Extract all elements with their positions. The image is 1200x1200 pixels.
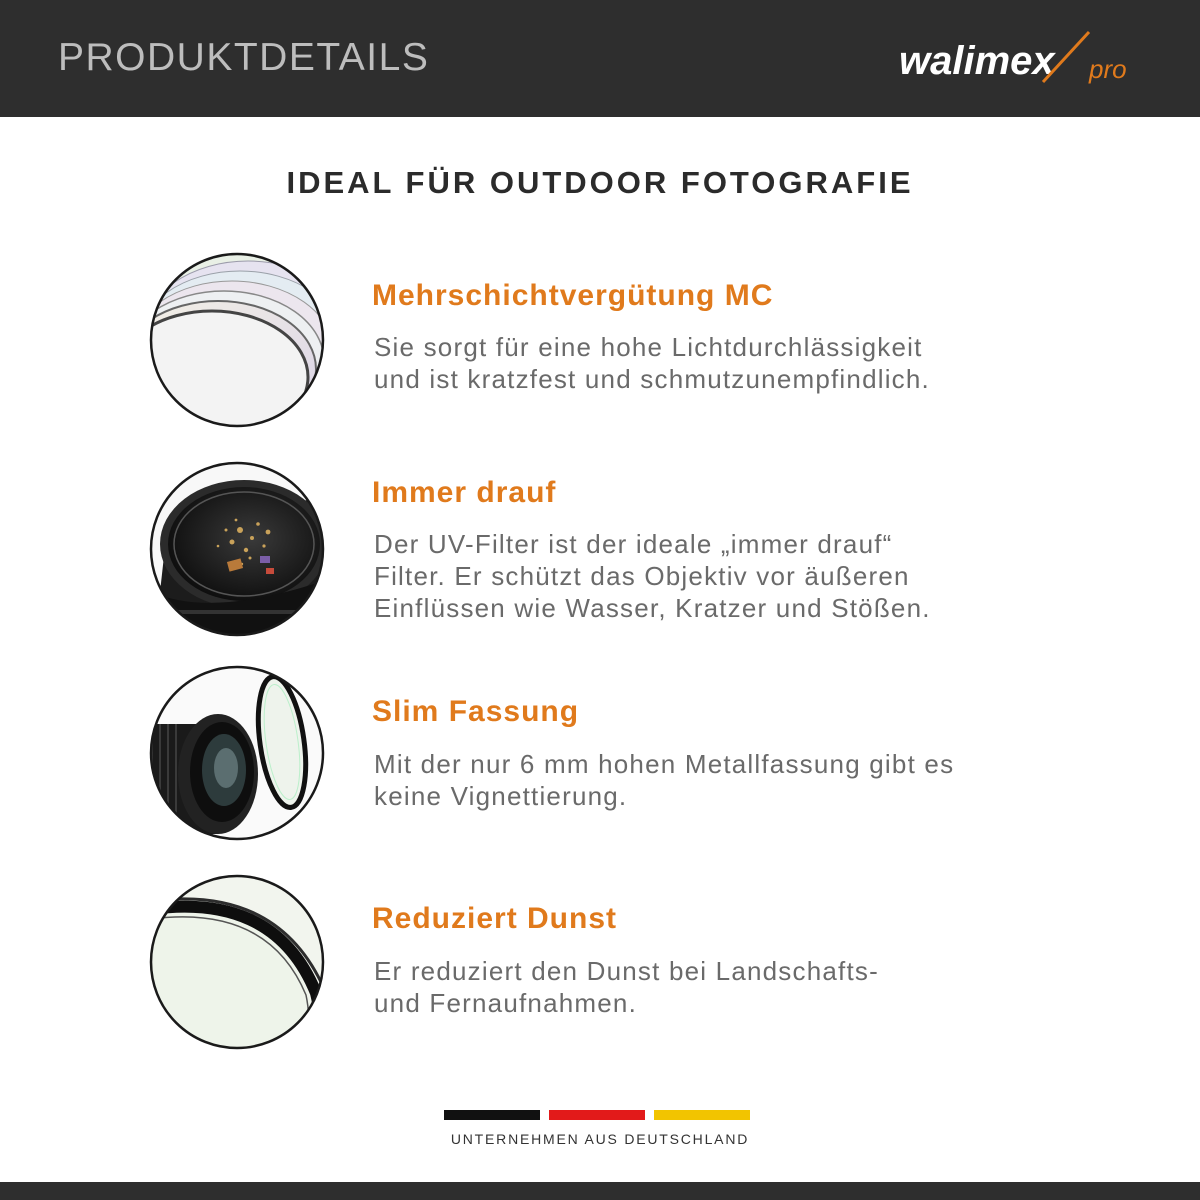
- feature-description-line: Er reduziert den Dunst bei Landschafts-: [374, 956, 879, 986]
- feature-description-line: Sie sorgt für eine hohe Lichtdurchlässigkeit: [374, 332, 923, 362]
- flag-stripe-red: [549, 1110, 645, 1120]
- feature-description-line: Filter. Er schützt das Objektiv vor äußeren: [374, 561, 910, 591]
- feature-description-line: Einflüssen wie Wasser, Kratzer und Stößen.: [374, 593, 931, 623]
- feature-description-line: keine Vignettierung.: [374, 781, 628, 811]
- flag-stripe-gold: [654, 1110, 750, 1120]
- feature-description-line: und Fernaufnahmen.: [374, 988, 637, 1018]
- lens-with-slim-filter-icon: [148, 664, 326, 842]
- multicoated-glass-layers-icon: [148, 251, 326, 429]
- feature-description-line: Mit der nur 6 mm hohen Metallfassung gibt es: [374, 749, 955, 779]
- dusty-lens-filter-icon: [148, 460, 326, 638]
- headline: IDEAL FÜR OUTDOOR FOTOGRAFIE: [286, 165, 914, 200]
- logo-main-text: walimex: [899, 39, 1055, 83]
- feature-description: [374, 955, 1074, 1019]
- feature-title: Immer drauf: [372, 476, 557, 509]
- feature-title: Reduziert Dunst: [372, 902, 618, 935]
- feature-description-line: Der UV-Filter ist der ideale „immer drauf“: [374, 529, 893, 559]
- filter-ring-closeup-icon: [148, 873, 326, 1051]
- feature-description: [374, 331, 1074, 395]
- feature-title: Mehrschichtvergütung MC: [372, 279, 774, 312]
- walimex-pro-logo: [893, 26, 1153, 96]
- feature-description: [374, 748, 1074, 812]
- feature-description: [374, 528, 1074, 624]
- logo-suffix-text: pro: [1089, 54, 1127, 84]
- header-bar: [0, 0, 1200, 117]
- footer-tagline: UNTERNEHMEN AUS DEUTSCHLAND: [450, 1131, 750, 1147]
- feature-title: Slim Fassung: [372, 695, 580, 728]
- bottom-bar: [0, 1182, 1200, 1200]
- flag-stripe-black: [444, 1110, 540, 1120]
- page-title: PRODUKTDETAILS: [58, 36, 430, 79]
- feature-description-line: und ist kratzfest und schmutzunempfindlich.: [374, 364, 930, 394]
